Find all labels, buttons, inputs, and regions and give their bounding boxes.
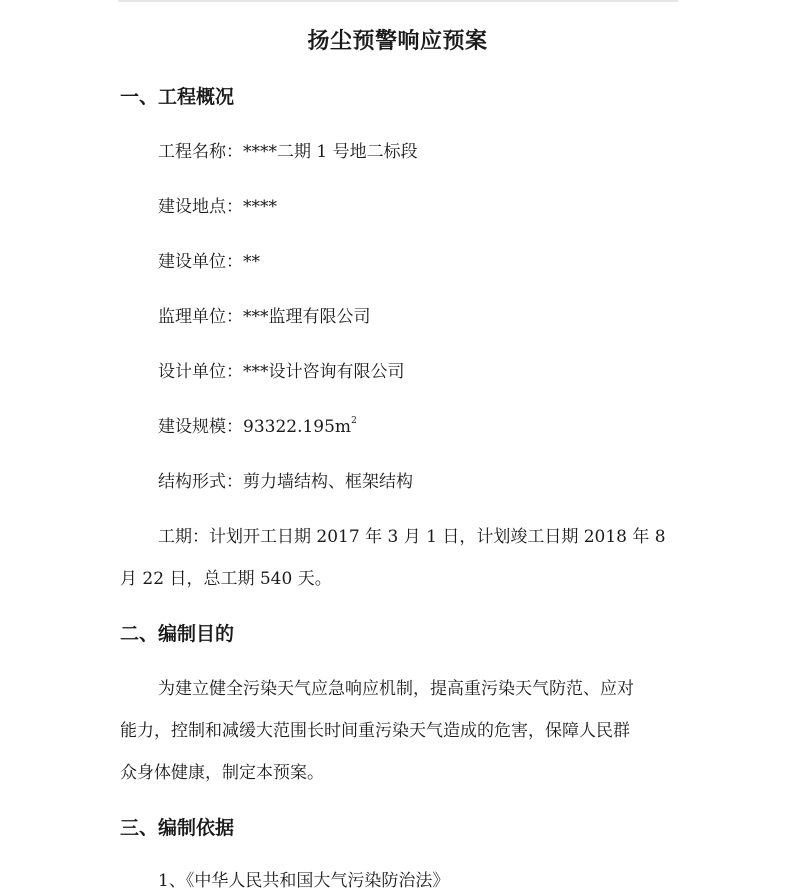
page-top-border xyxy=(118,0,678,2)
basis-list-clip xyxy=(120,868,680,890)
scale-superscript: 2 xyxy=(351,416,357,426)
supervisor-line: 监理单位：***监理有限公司 xyxy=(158,307,371,327)
purpose-paragraph-line-2: 能力，控制和减缓大范围长时间重污染天气造成的危害，保障人民群 xyxy=(120,721,630,741)
scale-line xyxy=(158,414,357,440)
section-heading-purpose: 二、编制目的 xyxy=(120,623,235,645)
duration-line-2: 月 22 日，总工期 540 天。 xyxy=(120,569,332,589)
document-title: 扬尘预警响应预案 xyxy=(307,29,488,54)
section-heading-basis: 三、编制依据 xyxy=(120,817,235,839)
purpose-paragraph-line-1: 为建立健全污染天气应急响应机制，提高重污染天气防范、应对 xyxy=(158,679,634,699)
structure-line: 结构形式：剪力墙结构、框架结构 xyxy=(158,472,413,492)
basis-list-item-1: 1、《中华人民共和国大气污染防治法》 xyxy=(158,871,450,890)
duration-line-1: 工期：计划开工日期 2017 年 3 月 1 日，计划竣工日期 2018 年 8 xyxy=(158,527,666,547)
section-heading-overview: 一、工程概况 xyxy=(120,86,235,108)
designer-line: 设计单位：***设计咨询有限公司 xyxy=(158,362,405,382)
purpose-paragraph-line-3: 众身体健康，制定本预案。 xyxy=(120,763,324,783)
owner-line: 建设单位：** xyxy=(158,252,260,272)
project-name-line: 工程名称：****二期 1 号地二标段 xyxy=(158,142,418,162)
location-line: 建设地点：**** xyxy=(158,197,277,217)
scale-text: 建设规模：93322.195m xyxy=(158,417,352,437)
